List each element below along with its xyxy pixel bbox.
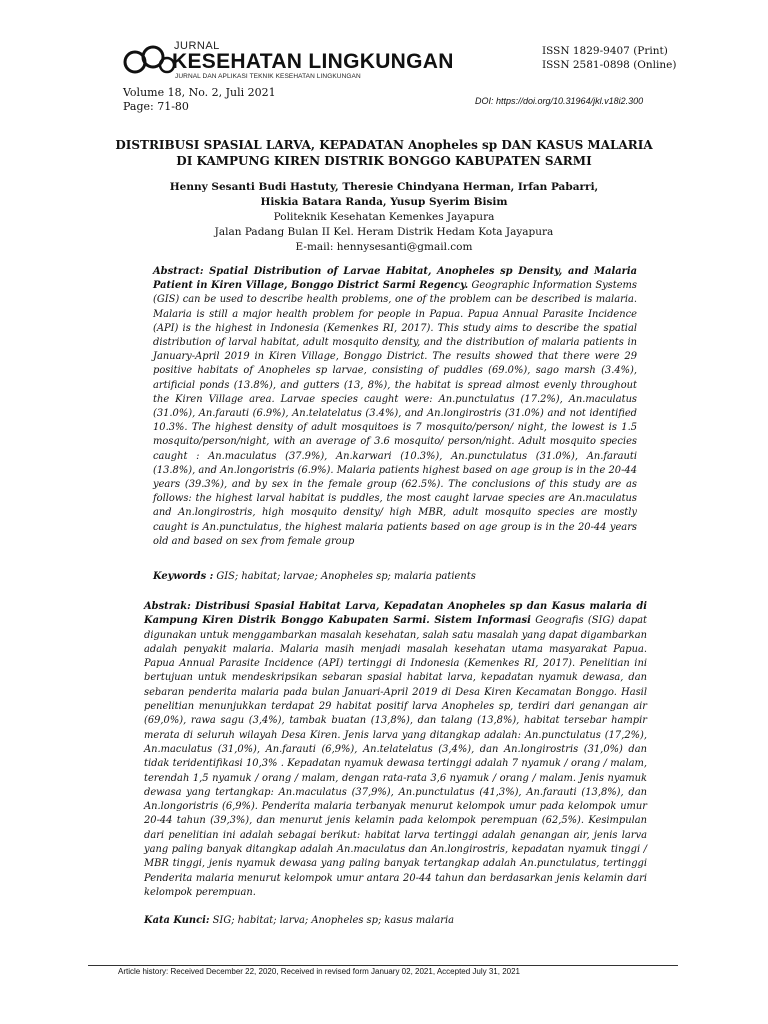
title-line-2: DI KAMPUNG KIREN DISTRIK BONGGO KABUPATEN SARMI — [176, 154, 592, 168]
article-history: Article history: Received December 22, 2020, Received in revised form January 02, 2021, Accepted July 31, 2021 — [118, 967, 520, 976]
affiliation-line-2: Jalan Padang Bulan II Kel. Heram Distrik Hedam Kota Jayapura — [214, 226, 554, 238]
footer-divider — [88, 965, 678, 966]
author-email[interactable]: E-mail: hennysesanti@gmail.com — [295, 241, 473, 253]
abstract-english — [153, 265, 637, 549]
keywords-indonesian — [144, 915, 454, 926]
keywords-english-text: GIS; habitat; larvae; Anopheles sp; malaria patients — [213, 571, 476, 582]
abstract-indonesian — [144, 600, 647, 900]
keywords-indonesian-text: SIG; habitat; larva; Anopheles sp; kasus malaria — [209, 915, 454, 926]
volume-block — [123, 86, 276, 114]
doi-link[interactable]: DOI: https://doi.org/10.31964/jkl.v18i2.300 — [475, 96, 644, 106]
abstract-indonesian-lead: Abstrak: Distribusi Spasial Habitat Larva, Kepadatan Anopheles sp dan Kasus malaria di Kampung Kiren Distrik Bonggo Kabupaten Sarmi. Sistem Informasi — [144, 601, 647, 627]
journal-word: JURNAL — [174, 40, 220, 52]
article-title — [100, 137, 668, 169]
journal-subtitle: JURNAL DAN APLIKASI TEKNIK KESEHATAN LINGKUNGAN — [175, 73, 361, 80]
abstract-indonesian-body: Geografis (SIG) dapat digunakan untuk menggambarkan masalah kesehatan, salah satu masalah yang dapat digambarkan adalah penyakit malaria. Malaria masih menjadi masalah kesehatan utama masyarakat Papua. Papua Annual Parasite Incidence (API) tertinggi di Indonesia (Kemenkes RI, 2017). Penelitian ini bertujuan untuk mendeskripsikan sebaran spasial habitat larva, kepadatan nyamuk dewasa, dan sebaran penderita malaria pada bulan Januari-April 2019 di Desa Kiren Kecamatan Bonggo. Hasil penelitian menunjukkan terdapat 29 habitat positif larva Anopheles sp, terdiri dari genangan air (69,0%), rawa sagu (3,4%), tambak buatan (13,8%), dan talang (13,8%), habitat tersebar hampir merata di seluruh wilayah Desa Kiren. Jenis larva yang ditangkap adalah: An.punctulatus (17,2%), An.maculatus (31,0%), An.farauti (6,9%), An.telatelatus (3,4%), dan An.longirostris (31,0%) dan tidak teridentifikasi 10,3% . Kepadatan nyamuk dewasa tertinggi adalah 7 nyamuk / orang / malam, terendah 1,5 nyamuk / orang / malam, dengan rata-rata 3,6 nyamuk / orang / malam. Jenis nyamuk dewasa yang tertangkap: An.maculatus (37,9%), An.punctulatus (41,3%), An.farauti (13,8%), dan An.longoristris (6,9%). Penderita malaria terbanyak menurut kelompok umur pada kelompok umur 20-44 tahun (39,3%), dan menurut jenis kelamin pada kelompok perempuan (62,5%). Kesimpulan dari penelitian ini adalah sebagai berikut: habitat larva tertinggi adalah genangan air, jenis larva yang paling banyak ditangkap adalah An.maculatus dan An.longirostris, kepadatan nyamuk tinggi / MBR tinggi, jenis nyamuk dewasa yang paling banyak tertangkap adalah An.punctulatus, tertinggi Penderita malaria menurut kelompok umur antara 20-44 tahun dan berdasarkan jenis kelamin dari kelompok perempuan. — [144, 615, 647, 898]
issn-block — [542, 44, 676, 72]
affiliation — [100, 210, 668, 255]
title-line-1: DISTRIBUSI SPASIAL LARVA, KEPADATAN Anopheles sp DAN KASUS MALARIA — [115, 138, 653, 152]
keywords-english-label: Keywords : — [153, 571, 214, 582]
affiliation-line-1: Politeknik Kesehatan Kemenkes Jayapura — [273, 211, 495, 223]
abstract-english-body: Geographic Information Systems (GIS) can be used to describe health problems, one of the problem can be described is malaria. Malaria is still a major health problem for people in Papua. Papua Annual Parasite Incidence (API) is the highest in Indonesia (Kemenkes RI, 2017). This study aims to describe the spatial distribution of larval habitat, adult mosquito density, and the distribution of malaria patients in January-April 2019 in Kiren Village, Bonggo District. The results showed that there were 29 positive habitats of Anopheles sp larvae, consisting of puddles (69.0%), sago marsh (3.4%), artificial ponds (13.8%), and gutters (13, 8%), the habitat is spread almost evenly throughout the Kiren Village area. Larvae species caught were: An.punctulatus (17.2%), An.maculatus (31.0%), An.farauti (6.9%), An.telatelatus (3.4%), and An.longirostris (31.0%) and not identified 10.3%. The highest density of adult mosquitoes is 7 mosquito/person/ night, the lowest is 1.5 mosquito/person/night, with an average of 3.6 mosquito/ person/night. Adult mosquito species caught : An.maculatus (37.9%), An.karwari (10.3%), An.punctulatus (31.0%), An.farauti (13.8%), and An.longoristris (6.9%). Malaria patients highest based on age group is in the 20-44 years (39.3%), and by sex in the female group (62.5%). The conclusions of this study are as follows: the highest larval habitat is puddles, the most caught larvae species are An.maculatus and An.longirostris, high mosquito density/ high MBR, adult mosquito species are mostly caught is An.punctulatus, the highest malaria patients based on age group is in the 20-44 years old and based on sex from female group — [153, 280, 637, 547]
authors-line-1: Henny Sesanti Budi Hastuty, Theresie Chindyana Herman, Irfan Pabarri, — [169, 181, 599, 193]
volume-info: Volume 18, No. 2, Juli 2021 — [123, 86, 276, 99]
issn-online: ISSN 2581-0898 (Online) — [542, 59, 677, 71]
keywords-indonesian-label: Kata Kunci: — [144, 915, 210, 926]
authors — [100, 180, 668, 210]
abstract-english-lead: Abstract: Spatial Distribution of Larvae Habitat, Anopheles sp Density, and Malaria Patient in Kiren Village, Bonggo District Sarmi Regency. — [153, 266, 637, 292]
keywords-english — [153, 571, 476, 582]
issn-print: ISSN 1829-9407 (Print) — [542, 45, 668, 57]
authors-line-2: Hiskia Batara Randa, Yusup Syerim Bisim — [260, 196, 508, 208]
journal-name: KESEHATAN LINGKUNGAN — [172, 50, 454, 73]
page-range: Page: 71-80 — [123, 100, 189, 113]
